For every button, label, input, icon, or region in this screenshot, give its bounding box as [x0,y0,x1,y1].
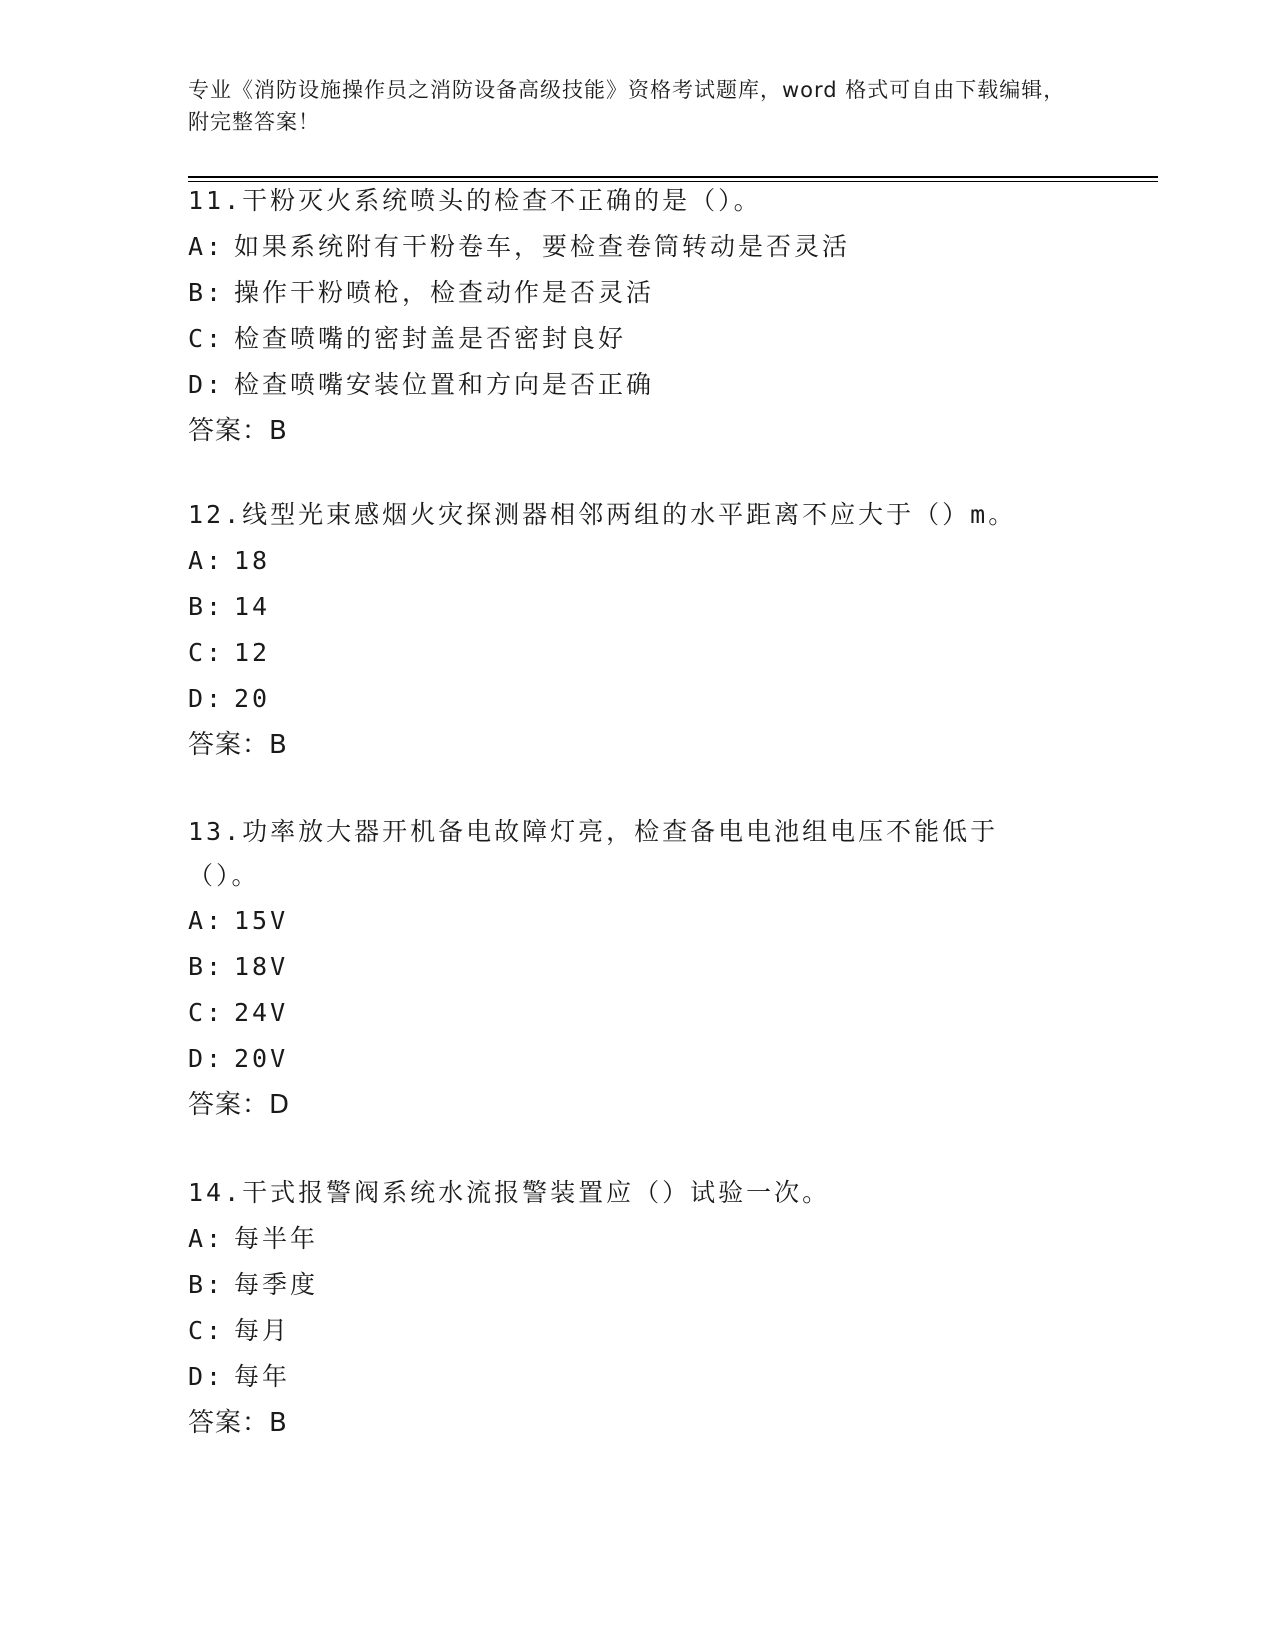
option-d [188,1036,1048,1082]
option-letter: D: [188,370,225,399]
option-letter: B: [188,952,225,981]
question-14 [188,1170,1088,1446]
option-text: 20 [234,684,271,713]
option-text: 检查喷嘴安装位置和方向是否正确 [234,370,655,399]
option-c [188,990,1048,1036]
option-letter: D: [188,1362,225,1391]
option-letter: A: [188,546,225,575]
option-text: 24V [234,998,289,1027]
option-text: 操作干粉喷枪，检查动作是否灵活 [234,278,655,307]
option-text: 检查喷嘴的密封盖是否密封良好 [234,324,627,353]
option-text: 20V [234,1044,289,1073]
option-text: 12 [234,638,271,667]
option-letter: C: [188,998,225,1027]
option-text: 18 [234,546,271,575]
option-letter: A: [188,906,225,935]
answer-line: 答案：B [188,730,288,760]
option-letter: B: [188,592,225,621]
document-header: 专业《消防设施操作员之消防设备高级技能》资格考试题库，word 格式可自由下载编辑，附完整答案！ [188,78,1066,134]
option-b [188,1262,1088,1308]
option-b [188,944,1048,990]
option-text: 每季度 [234,1270,319,1299]
option-letter: C: [188,1316,225,1345]
option-letter: B: [188,278,225,307]
option-d [188,676,1088,722]
option-a [188,898,1048,944]
option-letter: B: [188,1270,225,1299]
question-11 [188,178,1088,454]
option-text: 18V [234,952,289,981]
option-c [188,1308,1088,1354]
option-text: 每月 [234,1316,291,1345]
option-a [188,1216,1088,1262]
option-text: 14 [234,592,271,621]
option-c [188,316,1088,362]
question-stem: 12.线型光束感烟火灾探测器相邻两组的水平距离不应大于（）m。 [188,500,1017,529]
question-stem: 11.干粉灭火系统喷头的检查不正确的是（）。 [188,186,762,215]
option-a [188,538,1088,584]
option-text: 每年 [234,1362,291,1391]
option-c [188,630,1088,676]
answer-line: 答案：D [188,1090,291,1120]
option-b [188,584,1088,630]
question-12 [188,492,1088,768]
option-text: 每半年 [234,1224,319,1253]
option-b [188,270,1088,316]
option-letter: D: [188,684,225,713]
question-stem: 14.干式报警阀系统水流报警装置应（）试验一次。 [188,1178,831,1207]
option-letter: A: [188,232,225,261]
option-letter: D: [188,1044,225,1073]
option-a [188,224,1088,270]
option-letter: C: [188,638,225,667]
question-stem: 13.功率放大器开机备电故障灯亮，检查备电电池组电压不能低于（）。 [188,817,999,890]
answer-line: 答案：B [188,1408,288,1438]
option-d [188,362,1088,408]
option-text: 如果系统附有干粉卷车，要检查卷筒转动是否灵活 [234,232,851,261]
option-d [188,1354,1088,1400]
option-text: 15V [234,906,289,935]
question-13 [188,810,1048,1128]
option-letter: A: [188,1224,225,1253]
answer-line: 答案：B [188,416,288,446]
option-letter: C: [188,324,225,353]
